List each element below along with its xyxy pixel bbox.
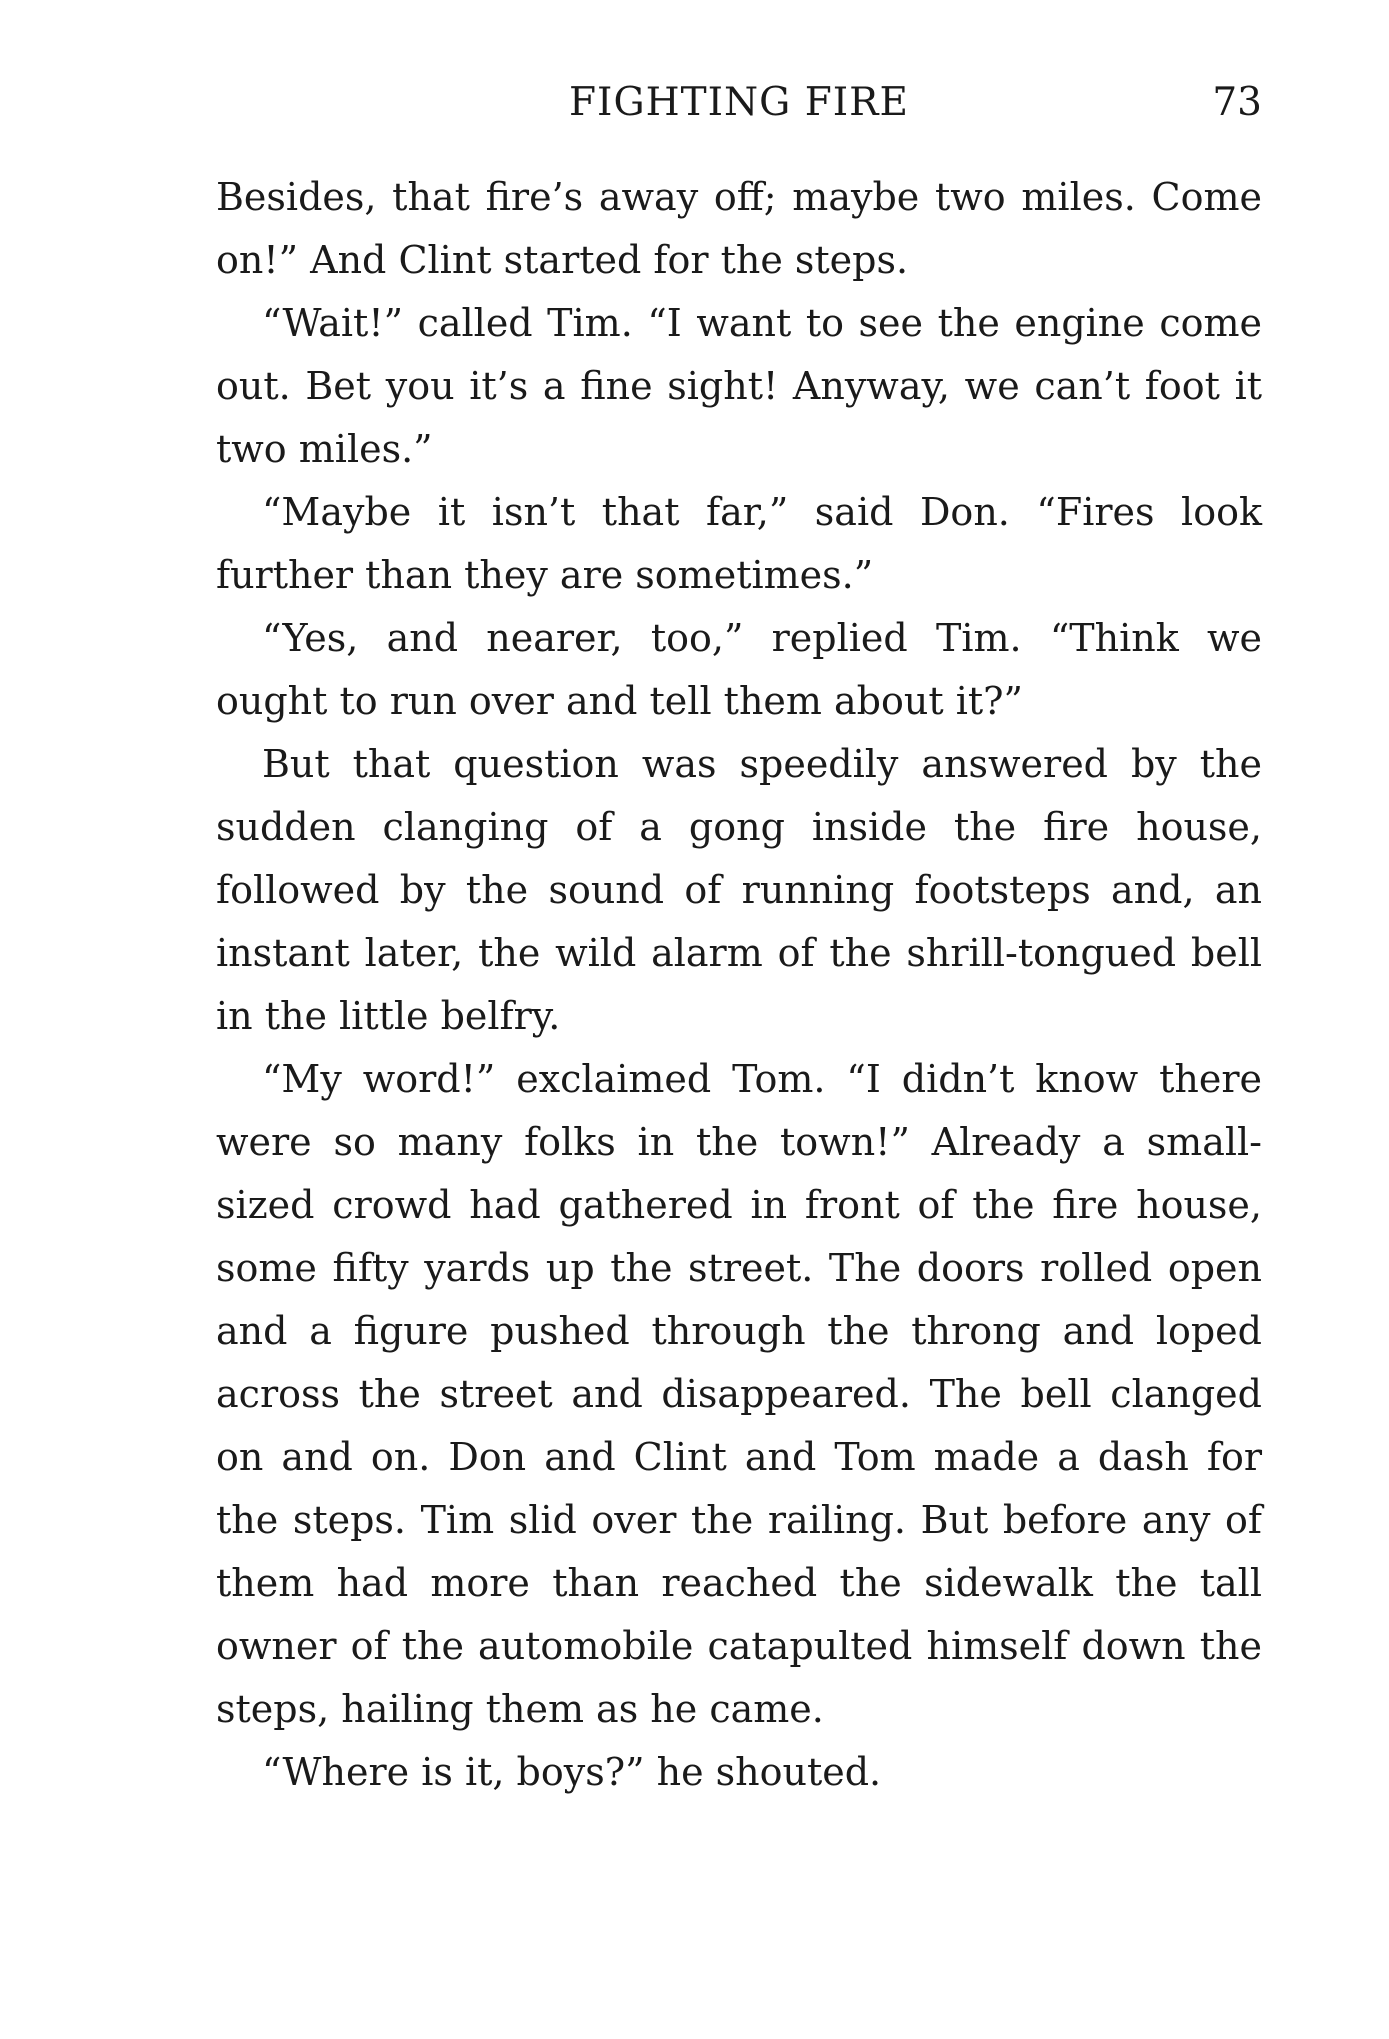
paragraph: Besides, that fire’s away off; maybe two miles. Come on!” And Clint started for the steps. (216, 175, 1262, 282)
body-text (216, 166, 1262, 1804)
page-number: 73 (1212, 80, 1262, 125)
paragraph: “Wait!” called Tim. “I want to see the engine come out. Bet you it’s a fine sight! Anyway, we can’t foot it two miles.” (216, 301, 1262, 471)
paragraph: “Yes, and nearer, too,” replied Tim. “Think we ought to run over and tell them about it?” (216, 616, 1262, 723)
paragraph: “Maybe it isn’t that far,” said Don. “Fires look further than they are sometimes.” (216, 490, 1262, 597)
paragraph: But that question was speedily answered by the sudden clanging of a gong inside the fire house, followed by the sound of running footsteps and, an instant later, the wild alarm of the shrill-tongued bell in the little belfry. (216, 742, 1262, 1038)
page-header (216, 78, 1262, 128)
running-head: FIGHTING FIRE (568, 80, 910, 125)
paragraph: “My word!” exclaimed Tom. “I didn’t know there were so many folks in the town!” Already a small-sized crowd had gathered in front of the fire house, some fifty yards up the street. The doors rolled open and a figure pushed through the throng and loped across the street and disappeared. The bell clanged on and on. Don and Clint and Tom made a dash for the steps. Tim slid over the railing. But before any of them had more than reached the sidewalk the tall owner of the automobile catapulted himself down the steps, hailing them as he came. (216, 1057, 1262, 1731)
paragraph: “Where is it, boys?” he shouted. (262, 1750, 882, 1794)
